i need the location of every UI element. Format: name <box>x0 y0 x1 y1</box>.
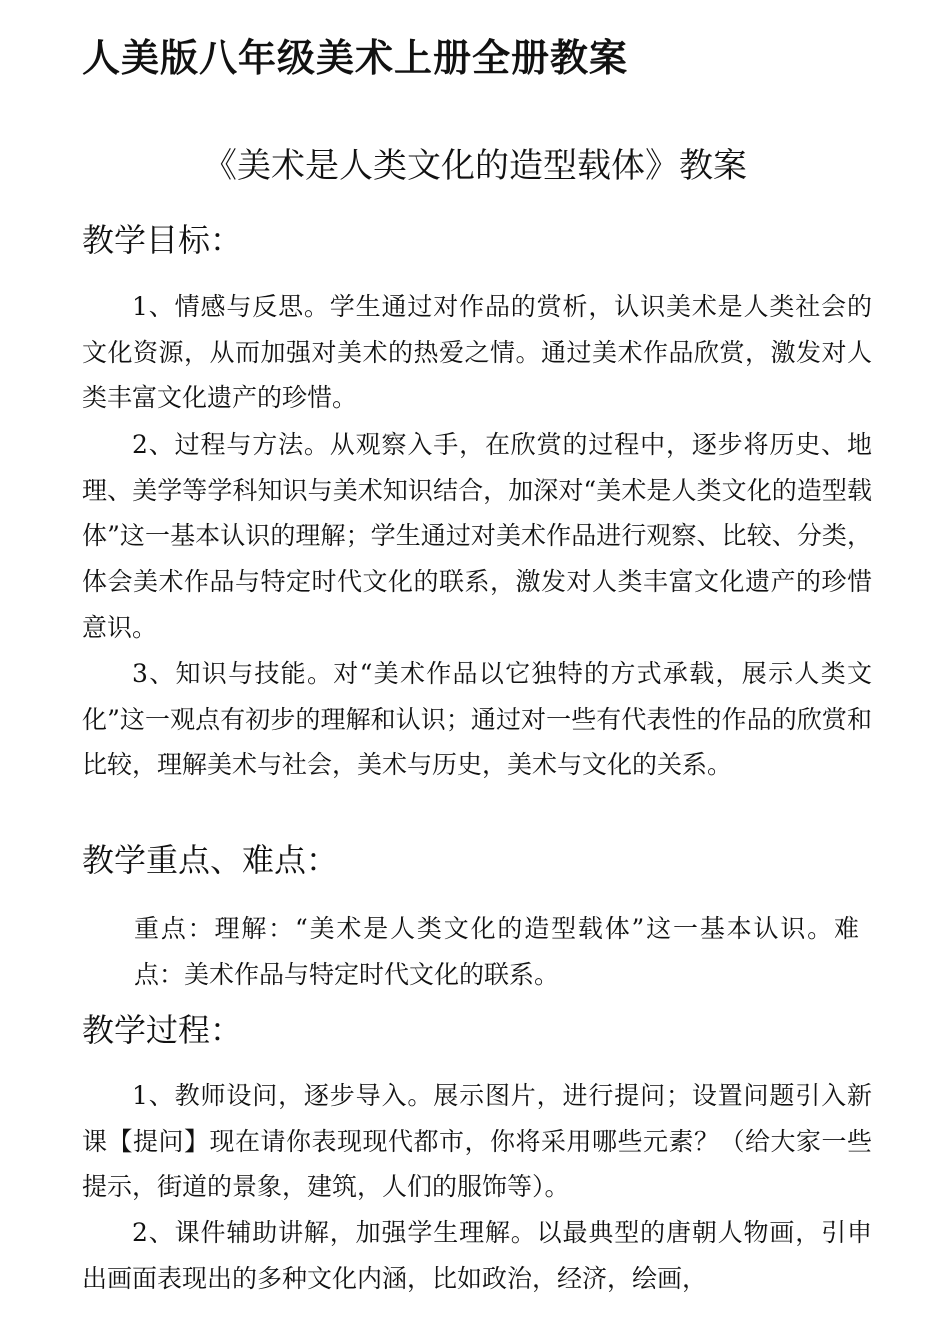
objectives-heading: 教学目标： <box>82 221 243 259</box>
process-heading: 教学过程： <box>82 1011 243 1049</box>
lesson-title: 《美术是人类文化的造型载体》教案 <box>203 146 747 186</box>
objective-paragraph: 1、情感与反思。学生通过对作品的赏析，认识美术是人类社会的文化资源，从而加强对美术的热爱之情。通过美术作品欣赏，激发对人类丰富文化遗产的珍惜。 <box>82 292 872 413</box>
document-title: 人美版八年级美术上册全册教案 <box>82 36 629 80</box>
process-paragraph: 1、教师设问，逐步导入。展示图片，进行提问；设置问题引入新课【提问】现在请你表现现代都市，你将采用哪些元素？（给大家一些提示，街道的景象，建筑，人们的服饰等）。 <box>82 1081 872 1202</box>
key-points-heading: 教学重点、难点： <box>82 841 339 879</box>
key-points-paragraph: 重点：理解：“美术是人类文化的造型载体”这一基本认识。难点：美术作品与特定时代文化的联系。 <box>134 914 859 989</box>
objective-paragraph: 2、过程与方法。从观察入手，在欣赏的过程中，逐步将历史、地理、美学等学科知识与美术知识结合，加深对“美术是人类文化的造型载体”这一基本认识的理解；学生通过对美术作品进行观察、比较、分类，体会美术作品与特定时代文化的联系，激发对人类丰富文化遗产的珍惜意识。 <box>82 430 872 642</box>
process-paragraph: 2、课件辅助讲解，加强学生理解。以最典型的唐朝人物画，引申出画面表现出的多种文化内涵，比如政治，经济，绘画， <box>82 1218 872 1293</box>
objective-paragraph: 3、知识与技能。对“美术作品以它独特的方式承载，展示人类文化”这一观点有初步的理解和认识；通过对一些有代表性的作品的欣赏和比较，理解美术与社会，美术与历史，美术与文化的关系。 <box>82 659 872 780</box>
